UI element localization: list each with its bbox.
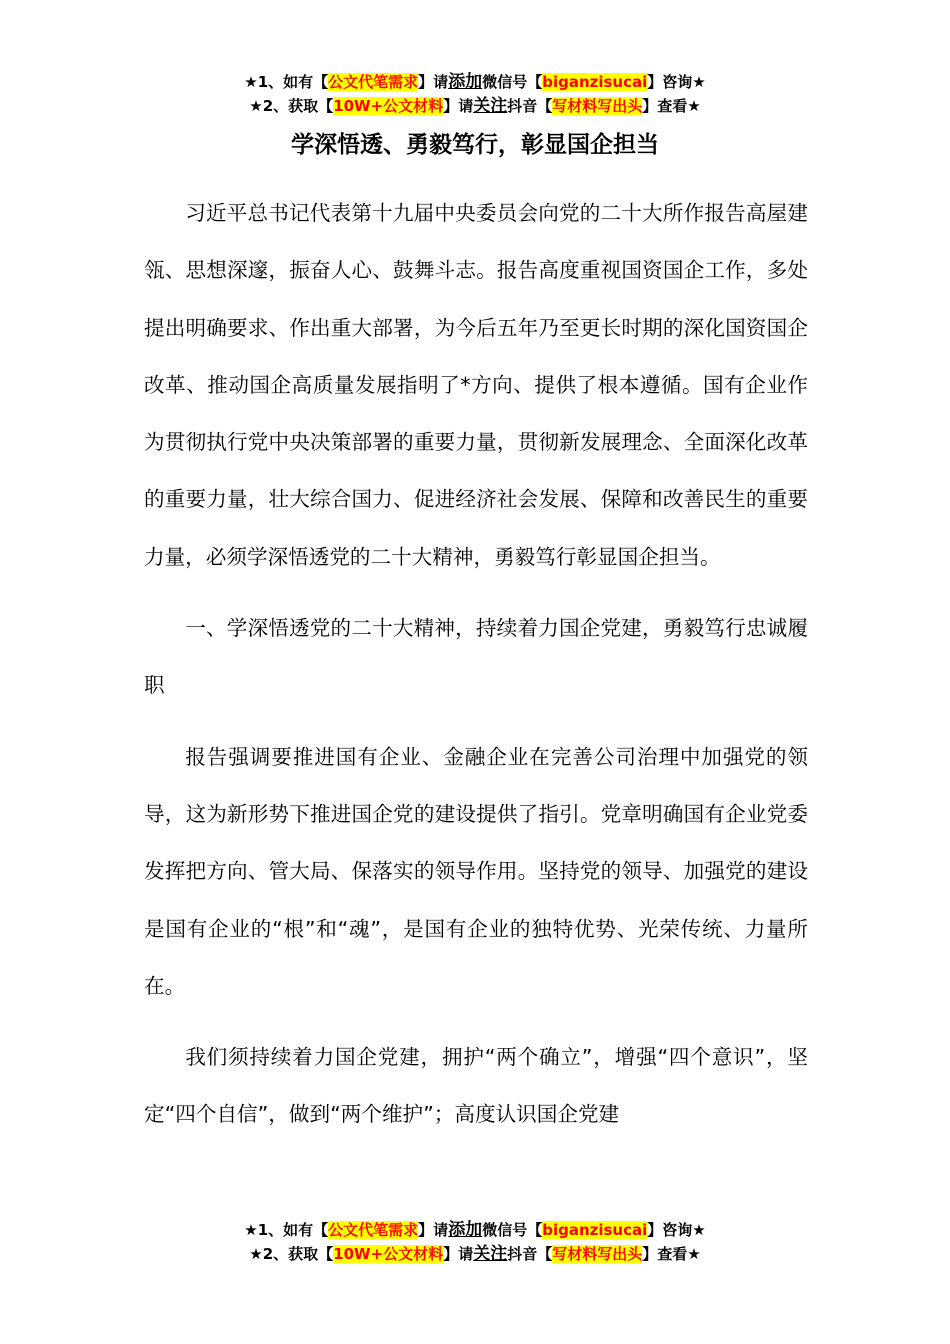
highlight-douyin: 写材料写出头 bbox=[552, 97, 643, 115]
highlight-materials: 10W+公文材料 bbox=[333, 97, 444, 115]
banner-emphasis: 关注 bbox=[473, 96, 508, 116]
document-title: 学深悟透、勇毅笃行，彰显国企担当 bbox=[291, 132, 659, 158]
banner-emphasis: 添加 bbox=[448, 72, 483, 92]
highlight-wechat-id: biganzisucai bbox=[542, 1221, 648, 1239]
highlight-wechat-id: biganzisucai bbox=[542, 73, 648, 91]
banner-text: 微信号【 bbox=[482, 73, 543, 91]
banner-emphasis: 关注 bbox=[473, 1244, 508, 1264]
banner-text: 】请 bbox=[418, 73, 449, 91]
banner-line-2 bbox=[0, 1242, 950, 1266]
banner-text: 抖音【 bbox=[507, 1245, 553, 1263]
highlight-douyin: 写材料写出头 bbox=[552, 1245, 643, 1263]
banner-line-1 bbox=[0, 1218, 950, 1242]
banner-text: 】查看★ bbox=[642, 1245, 701, 1263]
paragraph-intro: 习近平总书记代表第十九届中央委员会向党的二十大所作报告高屋建瓴、思想深邃，振奋人心、鼓舞斗志。报告高度重视国资国企工作，多处提出明确要求、作出重大部署，为今后五年乃至更长时期的深化国资国企改革、推动国企高质量发展指明了*方向、提供了根本遵循。国有企业作为贯彻执行党中央决策部署的重要力量，贯彻新发展理念、全面深化改革的重要力量，壮大综合国力、促进经济社会发展、保障和改善民生的重要力量，必须学深悟透党的二十大精神，勇毅笃行彰显国企担当。 bbox=[144, 201, 808, 569]
banner-text: ★2、获取【 bbox=[249, 97, 334, 115]
banner-text: 微信号【 bbox=[482, 1221, 543, 1239]
paragraph: 我们须持续着力国企党建，拥护“两个确立”，增强“四个意识”，坚定“四个自信”，做到“两个维护”；高度认识国企党建 bbox=[144, 1045, 808, 1127]
banner-text: 】咨询★ bbox=[647, 1221, 706, 1239]
footer-banner bbox=[0, 1218, 950, 1266]
banner-text: 】请 bbox=[418, 1221, 449, 1239]
highlight-service: 公文代笔需求 bbox=[328, 1221, 419, 1239]
banner-text: ★1、如有【 bbox=[244, 73, 329, 91]
banner-text: 】查看★ bbox=[642, 97, 701, 115]
banner-text: 】咨询★ bbox=[647, 73, 706, 91]
banner-text: ★2、获取【 bbox=[249, 1245, 334, 1263]
banner-text: 】请 bbox=[443, 97, 474, 115]
section-heading-1: 一、学深悟透党的二十大精神，持续着力国企党建，勇毅笃行忠诚履职 bbox=[144, 616, 808, 698]
banner-text: 抖音【 bbox=[507, 97, 553, 115]
highlight-materials: 10W+公文材料 bbox=[333, 1245, 444, 1263]
banner-line-2 bbox=[0, 94, 950, 118]
banner-line-1 bbox=[0, 70, 950, 94]
banner-emphasis: 添加 bbox=[448, 1220, 483, 1240]
paragraph: 报告强调要推进国有企业、金融企业在完善公司治理中加强党的领导，这为新形势下推进国企党的建设提供了指引。党章明确国有企业党委发挥把方向、管大局、保落实的领导作用。坚持党的领导、加强党的建设是国有企业的“根”和“魂”，是国有企业的独特优势、光荣传统、力量所在。 bbox=[144, 744, 808, 998]
document-body bbox=[144, 185, 808, 1158]
banner-text: ★1、如有【 bbox=[244, 1221, 329, 1239]
banner-text: 】请 bbox=[443, 1245, 474, 1263]
highlight-service: 公文代笔需求 bbox=[328, 73, 419, 91]
header-banner bbox=[0, 70, 950, 118]
